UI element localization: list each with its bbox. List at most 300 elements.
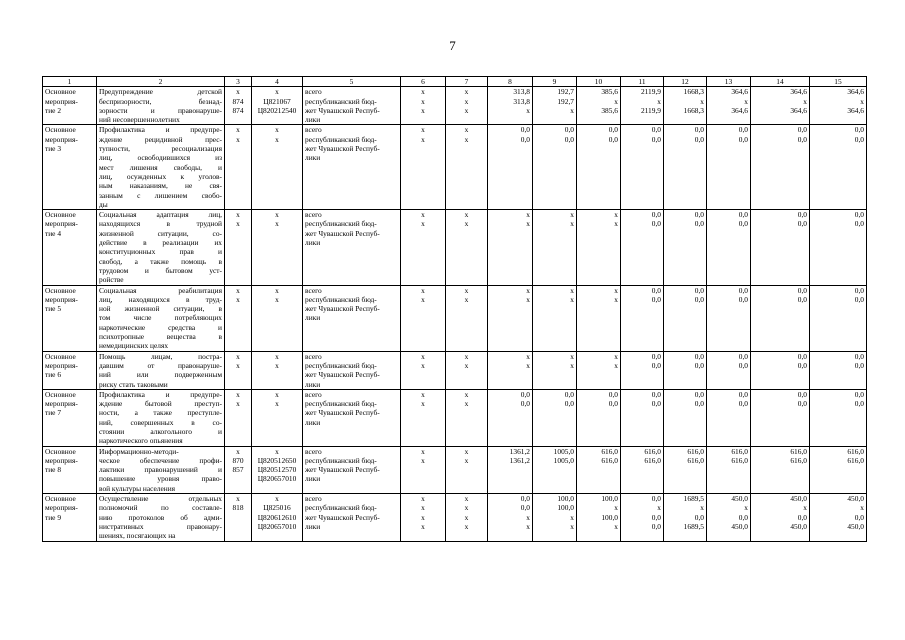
- value-col-10-line: 385,6: [601, 87, 618, 97]
- funding-source-line: республиканский бюд-: [305, 360, 377, 370]
- value-col-11-line: 0,0: [651, 512, 661, 522]
- target-code-cell: [252, 285, 303, 351]
- value-col-11-line: 0,0: [651, 210, 661, 220]
- funding-source-line: лики: [305, 153, 321, 163]
- value-col-14-line: 0,0: [797, 125, 807, 135]
- value-col-9-line: x: [570, 294, 574, 304]
- column-header-4: 4: [252, 77, 303, 87]
- vr-line: x: [464, 125, 469, 135]
- value-col-14-line: 0,0: [797, 134, 807, 144]
- target-code-line: x: [275, 399, 279, 409]
- value-col-13-line: 0,0: [738, 219, 748, 229]
- table-row: [43, 389, 867, 446]
- target-code-line: x: [275, 389, 279, 399]
- value-col-12-cell: [664, 285, 707, 351]
- value-col-8-cell: [488, 446, 533, 493]
- grbs-code-line: x: [236, 351, 240, 361]
- target-code-cell: [252, 494, 303, 541]
- activity-name-line: мероприя-: [45, 219, 78, 229]
- value-col-14-cell: [751, 285, 810, 351]
- activity-description-line: ности, а также преступле-: [99, 408, 222, 418]
- activity-description-line: ний, совершенных в со-: [99, 417, 222, 427]
- funding-source-line: жет Чувашской Респуб-: [305, 408, 380, 418]
- value-col-15-line: 364,6: [847, 105, 864, 115]
- funding-source-line: всего: [305, 446, 322, 456]
- vr-line: x: [464, 294, 469, 304]
- funding-source-cell: [303, 446, 401, 493]
- value-col-11-line: 0,0: [651, 351, 661, 361]
- activity-name-cell: [43, 125, 97, 210]
- value-col-8-line: 313,8: [513, 87, 530, 97]
- activity-description-line: мест лишения свободы, и: [99, 162, 222, 172]
- funding-source-line: лики: [305, 238, 321, 248]
- value-col-10-line: x: [614, 521, 618, 531]
- value-col-8-line: x: [526, 210, 530, 220]
- activity-description-line: стоянии алкогольного и: [99, 426, 222, 436]
- activity-name-line: мероприя-: [45, 455, 78, 465]
- activity-name-line: Основное: [45, 87, 76, 97]
- target-code-line: x: [275, 134, 279, 144]
- value-col-10-cell: [577, 285, 621, 351]
- column-header-1: 1: [43, 77, 97, 87]
- value-col-11-line: 0,0: [651, 389, 661, 399]
- value-col-15-line: x: [860, 503, 864, 513]
- value-col-9-line: 192,7: [557, 96, 574, 106]
- value-col-13-line: 0,0: [738, 294, 748, 304]
- value-col-13-cell: [707, 494, 751, 541]
- activity-description-line: лиц, находящихся в труд-: [99, 294, 222, 304]
- grbs-code-line: x: [236, 285, 240, 295]
- funding-source-line: жет Чувашской Респуб-: [305, 304, 380, 314]
- activity-description-line: Помощь лицам, постра-: [99, 351, 222, 361]
- value-col-8-line: x: [526, 521, 530, 531]
- activity-name-cell: [43, 494, 97, 541]
- value-col-12-line: 0,0: [694, 125, 704, 135]
- activity-name-line: Основное: [45, 389, 76, 399]
- value-col-10-line: x: [614, 219, 618, 229]
- value-col-9-line: x: [570, 219, 574, 229]
- value-col-15-line: 0,0: [854, 210, 864, 220]
- column-header-14: 14: [751, 77, 810, 87]
- table-row: [43, 285, 867, 351]
- rz-pr-line: x: [421, 389, 425, 399]
- value-col-9-line: 0,0: [564, 389, 574, 399]
- value-col-13-line: 0,0: [738, 360, 748, 370]
- value-col-10-line: 100,0: [601, 494, 618, 504]
- value-col-14-line: 450,0: [790, 494, 807, 504]
- activity-name-cell: [43, 285, 97, 351]
- activity-description-line: лактики правонарушений и: [99, 465, 222, 475]
- value-col-13-cell: [707, 210, 751, 285]
- value-col-12-cell: [664, 87, 707, 125]
- target-code-line: Ц820212540: [257, 105, 297, 115]
- table-row: [43, 87, 867, 125]
- value-col-10-cell: [577, 351, 621, 389]
- funding-source-line: жет Чувашской Респуб-: [305, 512, 380, 522]
- vr-line: x: [464, 521, 469, 531]
- value-col-13-line: x: [744, 96, 748, 106]
- vr-line: x: [464, 210, 469, 220]
- value-col-13-line: 0,0: [738, 210, 748, 220]
- value-col-12-line: 0,0: [694, 351, 704, 361]
- rz-pr-line: x: [421, 96, 425, 106]
- value-col-11-line: 616,0: [644, 446, 661, 456]
- value-col-11-cell: [621, 285, 664, 351]
- activity-description-line: Социальная реабилитация: [99, 285, 222, 295]
- target-code-line: x: [275, 87, 279, 97]
- value-col-12-line: 0,0: [694, 134, 704, 144]
- target-code-cell: [252, 210, 303, 285]
- table-row: [43, 210, 867, 285]
- value-col-12-cell: [664, 125, 707, 210]
- value-col-9-line: x: [570, 360, 574, 370]
- target-code-line: Ц820612610: [257, 512, 297, 522]
- funding-source-cell: [303, 351, 401, 389]
- funding-source-line: республиканский бюд-: [305, 96, 377, 106]
- value-col-14-cell: [751, 87, 810, 125]
- value-col-12-line: 1689,5: [683, 521, 704, 531]
- grbs-code-cell: [225, 125, 252, 210]
- table-row: [43, 494, 867, 541]
- target-code-line: Ц820657010: [257, 474, 297, 484]
- activity-description-line: нию протоколов об адми-: [99, 512, 222, 522]
- value-col-9-line: 0,0: [564, 399, 574, 409]
- activity-description-line: беспризорности, безнад-: [99, 96, 222, 106]
- target-code-line: x: [275, 125, 279, 135]
- value-col-13-cell: [707, 351, 751, 389]
- value-col-10-line: 385,6: [601, 105, 618, 115]
- grbs-code-cell: [225, 446, 252, 493]
- activity-description-line: лиц, освободившихся из: [99, 153, 222, 163]
- rz-pr-line: x: [421, 446, 425, 456]
- value-col-14-cell: [751, 494, 810, 541]
- vr-cell: [446, 210, 488, 285]
- value-col-9-line: 100,0: [557, 494, 574, 504]
- value-col-8-line: x: [526, 351, 530, 361]
- funding-source-line: всего: [305, 125, 322, 135]
- value-col-8-line: 0,0: [520, 134, 530, 144]
- value-col-8-line: 0,0: [520, 503, 530, 513]
- activity-description-line: вой культуры населения: [99, 483, 176, 493]
- rz-pr-cell: [401, 389, 446, 446]
- activity-description-line: ным наказаниям, не свя-: [99, 181, 222, 191]
- activity-name-line: тие 4: [45, 228, 62, 238]
- vr-line: x: [464, 503, 469, 513]
- rz-pr-line: x: [421, 285, 425, 295]
- value-col-11-line: 616,0: [644, 455, 661, 465]
- target-code-cell: [252, 446, 303, 493]
- value-col-8-cell: [488, 389, 533, 446]
- funding-source-line: всего: [305, 210, 322, 220]
- funding-source-line: республиканский бюд-: [305, 455, 377, 465]
- activity-name-line: Основное: [45, 446, 76, 456]
- target-code-line: Ц825016: [263, 503, 291, 513]
- column-header-12: 12: [664, 77, 707, 87]
- value-col-11-line: 0,0: [651, 399, 661, 409]
- value-col-8-cell: [488, 285, 533, 351]
- grbs-code-line: x: [236, 494, 240, 504]
- target-code-line: Ц820512570: [257, 465, 297, 475]
- value-col-9-line: 0,0: [564, 134, 574, 144]
- value-col-14-cell: [751, 351, 810, 389]
- value-col-13-line: 0,0: [738, 399, 748, 409]
- value-col-15-cell: [810, 87, 867, 125]
- activity-description-line: лиц, осужденных к уголов-: [99, 171, 222, 181]
- activity-description-cell: [97, 87, 225, 125]
- activity-description-line: ческое обеспечение профи-: [99, 455, 222, 465]
- activity-description-cell: [97, 389, 225, 446]
- page-number: 7: [449, 38, 456, 53]
- activity-name-line: Основное: [45, 125, 76, 135]
- value-col-8-cell: [488, 87, 533, 125]
- value-col-14-line: 616,0: [790, 455, 807, 465]
- funding-source-line: лики: [305, 417, 321, 427]
- value-col-8-line: 0,0: [520, 399, 530, 409]
- rz-pr-line: x: [421, 455, 425, 465]
- activity-name-line: тие 8: [45, 465, 62, 475]
- funding-source-line: лики: [305, 521, 321, 531]
- value-col-12-line: 1668,3: [683, 105, 704, 115]
- vr-line: x: [464, 351, 469, 361]
- activity-description-line: ной жизненной ситуации, в: [99, 304, 222, 314]
- target-code-line: x: [275, 219, 279, 229]
- activity-description-line: находящихся в трудной: [99, 219, 222, 229]
- funding-source-line: жет Чувашской Респуб-: [305, 228, 380, 238]
- value-col-13-line: x: [744, 503, 748, 513]
- column-header-2: 2: [97, 77, 225, 87]
- funding-source-line: всего: [305, 389, 322, 399]
- activity-name-line: мероприя-: [45, 96, 78, 106]
- activity-description-cell: [97, 285, 225, 351]
- value-col-12-line: 0,0: [694, 219, 704, 229]
- value-col-12-cell: [664, 389, 707, 446]
- target-code-line: Ц820657010: [257, 521, 297, 531]
- value-col-9-line: x: [570, 210, 574, 220]
- activity-name-cell: [43, 351, 97, 389]
- rz-pr-cell: [401, 446, 446, 493]
- value-col-14-line: x: [803, 96, 807, 106]
- activity-description-line: ждение бытовой преступ-: [99, 399, 222, 409]
- vr-line: x: [464, 285, 469, 295]
- activity-description-cell: [97, 446, 225, 493]
- activity-description-line: зорности и правонаруше-: [99, 105, 222, 115]
- grbs-code-line: x: [236, 399, 240, 409]
- target-code-line: x: [275, 360, 279, 370]
- funding-source-line: всего: [305, 494, 322, 504]
- activity-description-line: ждение рецидивной прес-: [99, 134, 222, 144]
- column-header-6: 6: [401, 77, 446, 87]
- target-code-cell: [252, 125, 303, 210]
- value-col-15-cell: [810, 494, 867, 541]
- grbs-code-line: x: [236, 219, 240, 229]
- value-col-11-cell: [621, 210, 664, 285]
- grbs-code-line: 874: [232, 105, 244, 115]
- activity-description-line: Профилактика и предупре-: [99, 125, 222, 135]
- value-col-9-cell: [533, 351, 577, 389]
- grbs-code-line: x: [236, 446, 240, 456]
- value-col-9-cell: [533, 446, 577, 493]
- activity-description-line: наркотические средства и: [99, 322, 222, 332]
- activity-name-line: тие 2: [45, 105, 62, 115]
- rz-pr-line: x: [421, 294, 425, 304]
- column-header-15: 15: [810, 77, 867, 87]
- value-col-11-line: 0,0: [651, 219, 661, 229]
- value-col-10-cell: [577, 87, 621, 125]
- grbs-code-line: 874: [232, 96, 244, 106]
- value-col-9-line: x: [570, 351, 574, 361]
- vr-line: x: [464, 134, 469, 144]
- value-col-15-line: 0,0: [854, 351, 864, 361]
- activity-description-line: Профилактика и предупре-: [99, 389, 222, 399]
- activity-description-cell: [97, 210, 225, 285]
- activity-description-line: ды: [99, 199, 108, 209]
- activity-description-line: наркотического опьянения: [99, 436, 183, 446]
- grbs-code-cell: [225, 210, 252, 285]
- grbs-code-line: x: [236, 87, 240, 97]
- vr-line: x: [464, 494, 469, 504]
- value-col-13-line: 0,0: [738, 389, 748, 399]
- value-col-12-line: 0,0: [694, 285, 704, 295]
- rz-pr-cell: [401, 87, 446, 125]
- funding-source-line: республиканский бюд-: [305, 399, 377, 409]
- value-col-14-line: 364,6: [790, 87, 807, 97]
- column-header-8: 8: [488, 77, 533, 87]
- rz-pr-line: x: [421, 134, 425, 144]
- value-col-15-line: 616,0: [847, 455, 864, 465]
- activities-table: [42, 76, 867, 542]
- vr-line: x: [464, 389, 469, 399]
- value-col-14-line: 616,0: [790, 446, 807, 456]
- activity-name-cell: [43, 389, 97, 446]
- value-col-15-line: 0,0: [854, 399, 864, 409]
- grbs-code-line: x: [236, 360, 240, 370]
- funding-source-line: республиканский бюд-: [305, 503, 377, 513]
- value-col-9-line: 0,0: [564, 125, 574, 135]
- value-col-9-line: x: [570, 512, 574, 522]
- rz-pr-cell: [401, 351, 446, 389]
- activity-name-cell: [43, 446, 97, 493]
- activity-name-line: мероприя-: [45, 503, 78, 513]
- value-col-14-line: 0,0: [797, 351, 807, 361]
- vr-line: x: [464, 96, 469, 106]
- rz-pr-line: x: [421, 351, 425, 361]
- value-col-14-line: x: [803, 503, 807, 513]
- value-col-8-cell: [488, 494, 533, 541]
- funding-source-line: лики: [305, 474, 321, 484]
- value-col-15-line: x: [860, 96, 864, 106]
- value-col-11-line: 0,0: [651, 134, 661, 144]
- vr-line: x: [464, 399, 469, 409]
- rz-pr-line: x: [421, 210, 425, 220]
- activity-description-line: ний несовершеннолетних: [99, 115, 180, 125]
- vr-line: x: [464, 105, 469, 115]
- value-col-15-cell: [810, 210, 867, 285]
- value-col-12-line: 0,0: [694, 210, 704, 220]
- value-col-8-line: x: [526, 285, 530, 295]
- value-col-12-line: 0,0: [694, 512, 704, 522]
- activity-name-cell: [43, 87, 97, 125]
- funding-source-line: республиканский бюд-: [305, 219, 377, 229]
- rz-pr-line: x: [421, 87, 425, 97]
- activity-description-line: Предупреждение детской: [99, 87, 222, 97]
- vr-line: x: [464, 512, 469, 522]
- value-col-9-cell: [533, 389, 577, 446]
- value-col-8-line: 1361,2: [509, 455, 530, 465]
- value-col-13-line: 0,0: [738, 351, 748, 361]
- value-col-13-line: 616,0: [731, 455, 748, 465]
- funding-source-line: жет Чувашской Респуб-: [305, 370, 380, 380]
- value-col-14-line: 450,0: [790, 521, 807, 531]
- value-col-14-line: 0,0: [797, 389, 807, 399]
- activity-name-line: Основное: [45, 351, 76, 361]
- value-col-15-cell: [810, 351, 867, 389]
- table-row: [43, 125, 867, 210]
- vr-cell: [446, 87, 488, 125]
- target-code-line: Ц820512650: [257, 455, 297, 465]
- value-col-12-cell: [664, 210, 707, 285]
- value-col-14-cell: [751, 210, 810, 285]
- value-col-10-line: 100,0: [601, 512, 618, 522]
- activity-description-line: полномочий по составле-: [99, 503, 222, 513]
- value-col-8-cell: [488, 210, 533, 285]
- value-col-8-line: x: [526, 360, 530, 370]
- value-col-11-line: x: [657, 96, 661, 106]
- activity-name-line: Основное: [45, 210, 76, 220]
- value-col-11-cell: [621, 446, 664, 493]
- value-col-13-line: 364,6: [731, 87, 748, 97]
- value-col-13-line: 0,0: [738, 512, 748, 522]
- value-col-14-cell: [751, 389, 810, 446]
- value-col-8-line: 0,0: [520, 494, 530, 504]
- activity-description-line: немедицинских целях: [99, 341, 169, 351]
- value-col-12-line: 0,0: [694, 399, 704, 409]
- value-col-10-line: x: [614, 360, 618, 370]
- vr-line: x: [464, 446, 469, 456]
- funding-source-line: лики: [305, 313, 321, 323]
- funding-source-line: жет Чувашской Респуб-: [305, 144, 380, 154]
- value-col-12-line: x: [700, 96, 704, 106]
- target-code-line: x: [275, 285, 279, 295]
- value-col-10-line: x: [614, 503, 618, 513]
- grbs-code-cell: [225, 87, 252, 125]
- vr-cell: [446, 389, 488, 446]
- value-col-14-line: 0,0: [797, 219, 807, 229]
- activity-description-line: ний или подверженным: [99, 370, 222, 380]
- value-col-14-line: 0,0: [797, 360, 807, 370]
- value-col-8-cell: [488, 125, 533, 210]
- value-col-12-line: x: [700, 503, 704, 513]
- value-col-15-cell: [810, 389, 867, 446]
- activity-name-line: тие 5: [45, 304, 62, 314]
- table-body: [43, 77, 867, 542]
- activity-description-line: ройстве: [99, 275, 124, 285]
- rz-pr-cell: [401, 210, 446, 285]
- value-col-9-cell: [533, 210, 577, 285]
- funding-source-cell: [303, 210, 401, 285]
- value-col-13-line: 450,0: [731, 494, 748, 504]
- value-col-12-line: 616,0: [687, 446, 704, 456]
- funding-source-line: жет Чувашской Респуб-: [305, 105, 380, 115]
- value-col-10-line: 0,0: [608, 399, 618, 409]
- value-col-11-line: 0,0: [651, 521, 661, 531]
- grbs-code-line: x: [236, 389, 240, 399]
- funding-source-line: всего: [305, 87, 322, 97]
- value-col-15-line: 0,0: [854, 219, 864, 229]
- grbs-code-line: x: [236, 210, 240, 220]
- column-header-3: 3: [225, 77, 252, 87]
- value-col-15-line: 0,0: [854, 134, 864, 144]
- value-col-14-line: 0,0: [797, 399, 807, 409]
